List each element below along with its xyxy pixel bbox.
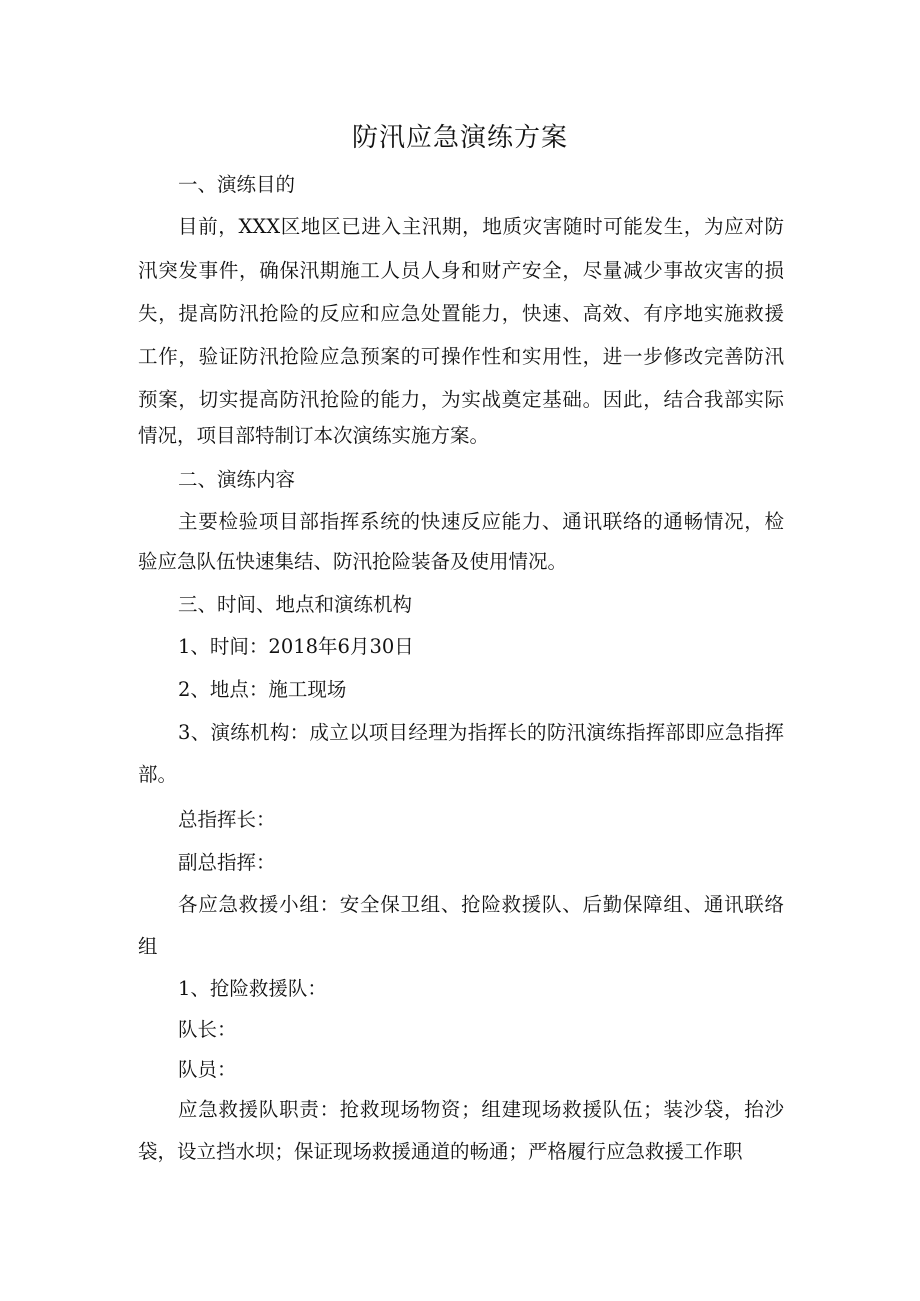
organization-line: 3、演练机构：成立以项目经理为指挥长的防汛演练指挥部即应急指挥: [178, 721, 784, 744]
organization-line: 部。: [138, 763, 178, 786]
paragraph-line: 主要检验项目部指挥系统的快速反应能力、通讯联络的通畅情况，检: [178, 510, 784, 533]
deputy-commander-line: 副总指挥：: [178, 851, 276, 874]
section-heading-time-place: 三、时间、地点和演练机构: [178, 593, 413, 616]
duties-line: 应急救援队职责：抢救现场物资；组建现场救援队伍；装沙袋，抬沙: [178, 1098, 784, 1121]
rescue-team-heading: 1、抢险救援队：: [178, 977, 327, 1000]
teams-line: 组: [138, 935, 158, 958]
paragraph-line: 目前，XXX区地区已进入主汛期，地质灾害随时可能发生，为应对防: [178, 215, 784, 238]
paragraph-line: 汛突发事件，确保汛期施工人员人身和财产安全，尽量减少事故灾害的损: [138, 259, 784, 282]
paragraph-line: 验应急队伍快速集结、防汛抢险装备及使用情况。: [138, 550, 568, 573]
team-leader-line: 队长：: [178, 1018, 237, 1041]
time-line: 1、时间：2018年6月30日: [178, 635, 414, 658]
paragraph-line: 情况，项目部特制订本次演练实施方案。: [138, 424, 490, 447]
document-title: 防汛应急演练方案: [351, 123, 568, 153]
paragraph-line: 工作，验证防汛抢险应急预案的可操作性和实用性，进一步修改完善防汛: [138, 345, 784, 368]
paragraph-line: 预案，切实提高防汛抢险的能力，为实战奠定基础。因此，结合我部实际: [138, 388, 784, 411]
section-heading-purpose: 一、演练目的: [178, 173, 296, 196]
team-members-line: 队员：: [178, 1058, 237, 1081]
section-heading-content: 二、演练内容: [178, 468, 296, 491]
paragraph-line: 失，提高防汛抢险的反应和应急处置能力，快速、高效、有序地实施救援: [138, 302, 784, 325]
place-line: 2、地点：施工现场: [178, 678, 347, 701]
teams-line: 各应急救援小组：安全保卫组、抢险救援队、后勤保障组、通讯联络: [178, 893, 784, 916]
commander-line: 总指挥长：: [178, 808, 276, 831]
duties-line: 袋，设立挡水坝；保证现场救援通道的畅通；严格履行应急救援工作职: [138, 1140, 743, 1163]
